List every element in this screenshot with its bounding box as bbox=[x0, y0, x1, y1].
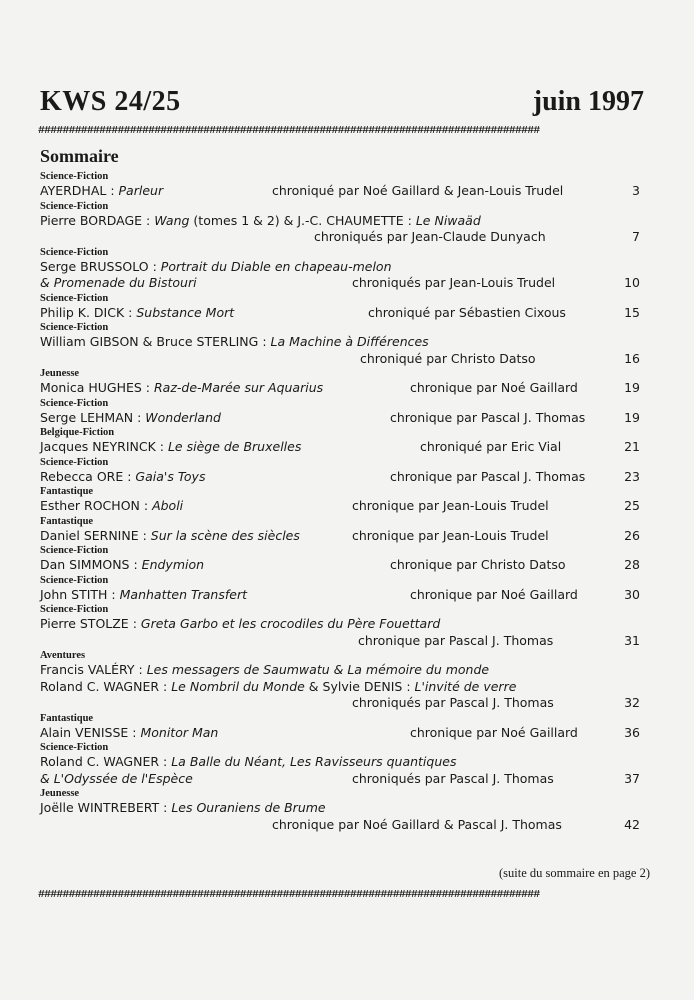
entry-category: Science-Fiction bbox=[40, 246, 109, 258]
entry-author: Pierre STOLZE bbox=[40, 616, 129, 631]
entry-title-2: Le Niwaäd bbox=[415, 212, 481, 228]
entry-reviewers: chronique par Pascal J. Thomas bbox=[390, 409, 586, 425]
entry-reviewers: chroniqués par Jean-Claude Dunyach bbox=[314, 229, 546, 244]
entry-reviewers: chronique par Christo Datso bbox=[390, 557, 566, 572]
entry-title: Gaia's Toys bbox=[135, 468, 206, 484]
entry-reviewers: chroniqués par Pascal J. Thomas bbox=[352, 770, 554, 786]
entry-author-2: Roland C. WAGNER bbox=[40, 678, 160, 694]
entry-category: Science-Fiction bbox=[40, 397, 109, 409]
entry-author: William GIBSON & Bruce STERLING bbox=[40, 334, 259, 349]
entry-title: Greta Garbo et les crocodiles du Père Fouettard bbox=[140, 616, 441, 631]
toc-entry: Science-Fiction Serge BRUSSOLO : Portrait du Diable en chapeau-melon & Promenade du Bistouri chroniqués par Jean-Louis Trudel 10 bbox=[40, 246, 640, 290]
entry-page: 15 bbox=[624, 304, 640, 320]
entry-author: Dan SIMMONS bbox=[40, 557, 130, 572]
toc-entry: Aventures Francis VALÉRY : Les messagers de Saumwatu & La mémoire du monde Roland C. WAGNER : Le Nombril du Monde & Sylvie DENIS : L'invité de verre chroniqués par Pascal J. Thomas 32 bbox=[40, 650, 640, 710]
toc-entry: Jeunesse Joëlle WINTREBERT : Les Ouraniens de Brume chronique par Noé Gaillard & Pascal J. Thomas 42 bbox=[40, 788, 640, 832]
entry-reviewers: chronique par Noé Gaillard bbox=[410, 380, 578, 395]
entry-title: Sur la scène des siècles bbox=[150, 527, 300, 543]
entry-page: 25 bbox=[624, 498, 640, 513]
entry-page: 28 bbox=[624, 557, 640, 572]
toc-entry: Science-Fiction John STITH : Manhatten Transfert chronique par Noé Gaillard 30 bbox=[40, 574, 640, 602]
table-of-contents bbox=[40, 170, 640, 833]
entry-page: 37 bbox=[624, 770, 640, 786]
toc-entry: Science-Fiction Serge LEHMAN : Wonderland chronique par Pascal J. Thomas 19 bbox=[40, 397, 640, 425]
continued-note: (suite du sommaire en page 2) bbox=[499, 866, 650, 880]
entry-title-2: Le Nombril du Monde bbox=[171, 678, 305, 694]
entry-page: 31 bbox=[624, 632, 640, 648]
toc-entry: Jeunesse Monica HUGHES : Raz-de-Marée sur Aquarius chronique par Noé Gaillard 19 bbox=[40, 368, 640, 395]
toc-entry: Science-Fiction Rebecca ORE : Gaia's Toys chronique par Pascal J. Thomas 23 bbox=[40, 456, 640, 484]
toc-entry: Science-Fiction Philip K. DICK : Substance Mort chroniqué par Sébastien Cixous 15 bbox=[40, 292, 640, 320]
entry-title: La Balle du Néant, Les Ravisseurs quantiques bbox=[171, 754, 457, 769]
entry-reviewers: chroniqué par Christo Datso bbox=[360, 350, 536, 366]
toc-entry: Fantastique Daniel SERNINE : Sur la scène des siècles chronique par Jean-Louis Trudel 26 bbox=[40, 515, 640, 543]
entry-page: 36 bbox=[624, 724, 640, 740]
entry-page: 32 bbox=[624, 695, 640, 710]
entry-category: Aventures bbox=[40, 650, 86, 661]
entry-author: Jacques NEYRINCK bbox=[40, 439, 156, 454]
issue-date: juin 1997 bbox=[532, 86, 644, 117]
entry-page: 21 bbox=[624, 439, 640, 454]
page-header bbox=[40, 86, 644, 126]
toc-entry: Belgique-Fiction Jacques NEYRINCK : Le siège de Bruxelles chroniqué par Eric Vial 21 bbox=[40, 427, 640, 454]
entry-author: Esther ROCHON bbox=[40, 498, 140, 513]
entry-page: 10 bbox=[624, 275, 640, 290]
hash-rule-top: ################################################################################## bbox=[38, 126, 540, 136]
hash-rule-bottom: ################################################################################## bbox=[38, 890, 540, 900]
toc-title: Sommaire bbox=[40, 146, 119, 166]
entry-reviewers: chroniqués par Pascal J. Thomas bbox=[352, 695, 554, 710]
entry-author: Pierre BORDAGE bbox=[40, 212, 143, 228]
entry-category: Science-Fiction bbox=[40, 742, 109, 753]
entry-author: Monica HUGHES bbox=[40, 380, 142, 395]
entry-reviewers: chroniqué par Sébastien Cixous bbox=[368, 304, 566, 320]
entry-reviewers: chronique par Noé Gaillard & Pascal J. Thomas bbox=[272, 816, 562, 832]
entry-category: Fantastique bbox=[40, 486, 94, 497]
entry-page: 3 bbox=[632, 183, 640, 198]
entry-title: Le siège de Bruxelles bbox=[167, 439, 302, 454]
entry-title-2: & Promenade du Bistouri bbox=[40, 275, 197, 290]
toc-entry: Science-Fiction AYERDHAL : Parleur chroniqué par Noé Gaillard & Jean-Louis Trudel 3 bbox=[40, 171, 640, 198]
entry-page: 19 bbox=[624, 409, 640, 425]
entry-author: Roland C. WAGNER bbox=[40, 754, 160, 769]
entry-title-2: & L'Odyssée de l'Espèce bbox=[40, 770, 193, 786]
entry-title: Aboli bbox=[152, 498, 184, 513]
entry-title: Substance Mort bbox=[136, 304, 235, 320]
entry-reviewers: chronique par Noé Gaillard bbox=[410, 586, 578, 602]
entry-category: Fantastique bbox=[40, 712, 94, 724]
toc-entry: Science-Fiction William GIBSON & Bruce STERLING : La Machine à Différences chroniqué par Christo Datso 16 bbox=[40, 322, 640, 366]
entry-category: Belgique-Fiction bbox=[40, 427, 115, 438]
entry-author: Serge LEHMAN bbox=[40, 409, 134, 425]
entry-page: 19 bbox=[624, 380, 640, 395]
entry-reviewers: chroniqué par Noé Gaillard & Jean-Louis Trudel bbox=[272, 183, 564, 198]
entry-title: Manhatten Transfert bbox=[119, 586, 247, 602]
entry-category: Science-Fiction bbox=[40, 322, 109, 333]
entry-reviewers: chronique par Pascal J. Thomas bbox=[390, 468, 586, 484]
entry-author: Francis VALÉRY bbox=[40, 662, 135, 677]
entry-title: Portrait du Diable en chapeau-melon bbox=[160, 258, 392, 274]
entry-page: 7 bbox=[632, 229, 640, 244]
entry-category: Science-Fiction bbox=[40, 456, 109, 468]
entry-author: Philip K. DICK bbox=[40, 304, 125, 320]
toc-entry: Science-Fiction Dan SIMMONS : Endymion chronique par Christo Datso 28 bbox=[40, 545, 640, 572]
entry-note: & Sylvie DENIS : bbox=[304, 678, 415, 694]
entry-author: Joëlle WINTREBERT bbox=[40, 800, 160, 815]
entry-title: Monitor Man bbox=[140, 724, 219, 740]
entry-author: Serge BRUSSOLO bbox=[40, 258, 149, 274]
entry-page: 23 bbox=[624, 468, 640, 484]
entry-category: Science-Fiction bbox=[40, 574, 109, 586]
entry-title-3: L'invité de verre bbox=[414, 678, 517, 694]
entry-author: John STITH bbox=[40, 586, 108, 602]
entry-title: Parleur bbox=[118, 183, 164, 198]
toc-entry: Science-Fiction Pierre STOLZE : Greta Garbo et les crocodiles du Père Fouettard chronique par Pascal J. Thomas 31 bbox=[40, 604, 640, 648]
entry-reviewers: chronique par Jean-Louis Trudel bbox=[352, 498, 549, 513]
entry-author: AYERDHAL bbox=[40, 183, 107, 198]
entry-author: Rebecca ORE bbox=[40, 468, 124, 484]
entry-title: Raz-de-Marée sur Aquarius bbox=[153, 380, 324, 395]
toc-entry: Science-Fiction Pierre BORDAGE : Wang (tomes 1 & 2) & J.-C. CHAUMETTE : Le Niwaäd chroniqués par Jean-Claude Dunyach 7 bbox=[40, 200, 640, 244]
entry-category: Science-Fiction bbox=[40, 171, 109, 182]
entry-category: Science-Fiction bbox=[40, 545, 109, 556]
entry-title: La Machine à Différences bbox=[270, 334, 429, 349]
entry-category: Science-Fiction bbox=[40, 292, 109, 304]
entry-reviewers: chroniqués par Jean-Louis Trudel bbox=[352, 275, 556, 290]
entry-reviewers: chroniqué par Eric Vial bbox=[420, 439, 562, 454]
entry-page: 30 bbox=[624, 586, 640, 602]
toc-entry: Fantastique Alain VENISSE : Monitor Man chronique par Noé Gaillard 36 bbox=[40, 712, 640, 740]
toc-entry: Science-Fiction Roland C. WAGNER : La Balle du Néant, Les Ravisseurs quantiques & L'Odyssée de l'Espèce chroniqués par Pascal J. Thomas 37 bbox=[40, 742, 640, 786]
entry-reviewers: chronique par Noé Gaillard bbox=[410, 724, 578, 740]
entry-category: Science-Fiction bbox=[40, 604, 109, 615]
entry-page: 42 bbox=[624, 816, 640, 832]
entry-note: (tomes 1 & 2) & J.-C. CHAUMETTE : bbox=[189, 212, 416, 228]
entry-reviewers: chronique par Jean-Louis Trudel bbox=[352, 527, 549, 543]
entry-category: Jeunesse bbox=[40, 788, 80, 799]
entry-title: Wang bbox=[154, 212, 190, 228]
entry-title: Wonderland bbox=[145, 409, 221, 425]
entry-category: Science-Fiction bbox=[40, 200, 109, 212]
entry-author: Daniel SERNINE bbox=[40, 527, 139, 543]
issue-number: KWS 24/25 bbox=[40, 86, 181, 117]
entry-author: Alain VENISSE bbox=[40, 724, 129, 740]
entry-reviewers: chronique par Pascal J. Thomas bbox=[358, 632, 554, 648]
entry-title: Les Ouraniens de Brume bbox=[171, 800, 326, 815]
entry-title: Les messagers de Saumwatu & La mémoire du monde bbox=[146, 662, 490, 677]
entry-title: Endymion bbox=[141, 557, 205, 572]
toc-entry: Fantastique Esther ROCHON : Aboli chronique par Jean-Louis Trudel 25 bbox=[40, 486, 640, 513]
entry-page: 26 bbox=[624, 527, 640, 543]
entry-category: Fantastique bbox=[40, 515, 94, 527]
entry-category: Jeunesse bbox=[40, 368, 80, 379]
entry-page: 16 bbox=[624, 350, 640, 366]
